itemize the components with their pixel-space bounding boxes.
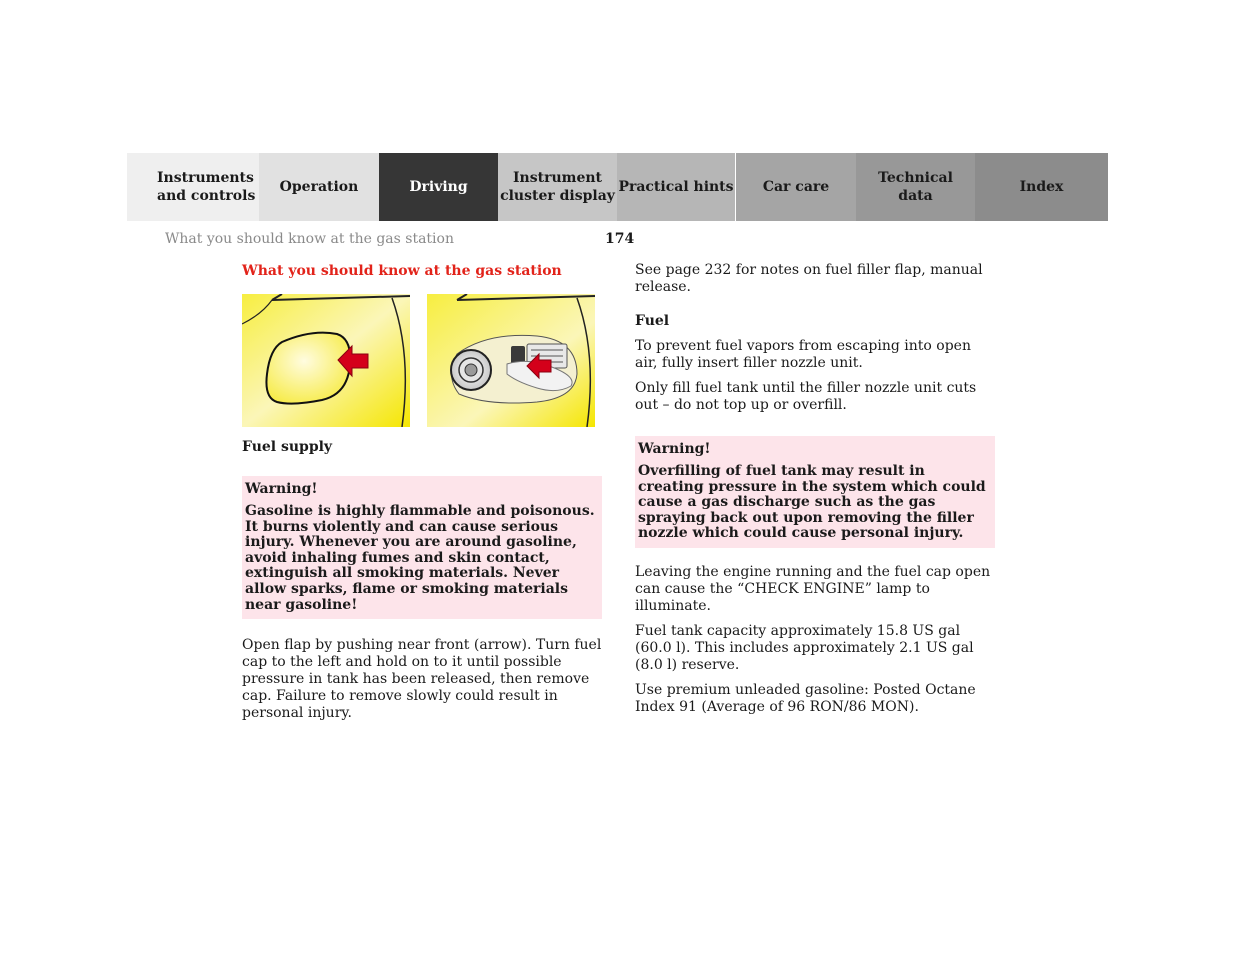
tab-label: Instruments and controls: [157, 170, 256, 204]
tab-index[interactable]: [975, 153, 1108, 221]
tab-car-care[interactable]: [736, 153, 856, 221]
warning-body: Overfilling of fuel tank may result in creating pressure in the system which could cause a gas discharge such as the gas spraying back out upon removing the filler nozzle which could cause personal injury.: [638, 463, 986, 542]
fuel-grade-note: Use premium unleaded gasoline: Posted Octane Index 91 (Average of 96 RON/86 MON).: [635, 681, 976, 715]
fuel-heading: Fuel: [635, 313, 670, 329]
overfilling-warning-box: [635, 436, 995, 548]
tab-driving[interactable]: [379, 153, 498, 221]
warning-title: Warning!: [638, 441, 711, 457]
tab-label: Instrument cluster display: [500, 170, 615, 204]
tab-label: Car care: [762, 179, 830, 195]
tab-label: Practical hints: [618, 179, 734, 195]
warning-title: Warning!: [245, 481, 318, 497]
tab-label: Operation: [279, 179, 359, 195]
fill-limit-note: Only fill fuel tank until the filler nozzle unit cuts out – do not top up or overfill.: [635, 380, 977, 413]
section-title: What you should know at the gas station: [242, 263, 562, 279]
page-number: 174: [605, 231, 635, 247]
tab-technical-data[interactable]: [856, 153, 975, 221]
tab-label: Index: [1019, 179, 1064, 195]
right-column: [635, 262, 995, 716]
tab-instrument-cluster-display[interactable]: [498, 153, 617, 221]
fuel-supply-heading: Fuel supply: [242, 439, 333, 455]
illustrations: [242, 294, 602, 428]
check-engine-note: Leaving the engine running and the fuel cap open can cause the “CHECK ENGINE” lamp to illuminate.: [635, 563, 991, 614]
left-column: [242, 262, 602, 722]
filler-flap-note: See page 232 for notes on fuel filler flap, manual release.: [635, 262, 983, 295]
tab-operation[interactable]: [259, 153, 379, 221]
tab-practical-hints[interactable]: [617, 153, 736, 221]
tab-instruments-and-controls[interactable]: [127, 153, 259, 221]
tank-capacity-note: Fuel tank capacity approximately 15.8 US gal (60.0 l). This includes approximately 2.1 US gal (8.0 l) reserve.: [635, 622, 974, 673]
warning-body: Gasoline is highly flammable and poisonous. It burns violently and can cause serious injury. Whenever you are around gasoline, avoid inhaling fumes and skin contact, extinguish all smoking materials. Never allow sparks, flame or smoking materials near gasoline!: [245, 503, 595, 613]
nozzle-instructions: To prevent fuel vapors from escaping into open air, fully insert filler nozzle unit.: [635, 338, 971, 371]
open-flap-instructions: Open flap by pushing near front (arrow). Turn fuel cap to the left and hold on to it until possible pressure in tank has been released, then remove cap. Failure to remove slowly could result in personal injury.: [242, 637, 602, 722]
tab-label: Driving: [409, 179, 468, 195]
fuel-cap-illustration: [427, 294, 595, 427]
tab-label: Technical data: [878, 170, 953, 204]
chapter-tabs: [127, 153, 1108, 221]
gasoline-warning-box: [242, 476, 602, 619]
fuel-flap-illustration: [242, 294, 410, 427]
running-head: What you should know at the gas station: [165, 231, 454, 247]
